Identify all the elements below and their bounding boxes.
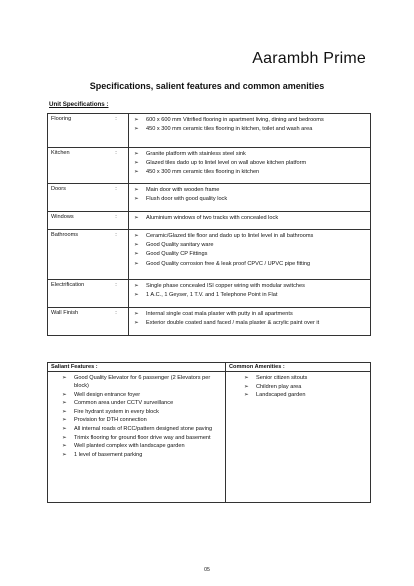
spec-row: [48, 212, 371, 230]
amenity-item: ➢ Landscaped garden: [229, 391, 367, 399]
spec-bullet-item: ➢ Good Quality corrosion free & leak proof CPVC / UPVC pipe fitting: [132, 260, 367, 268]
brand-title: Aarambh Prime: [252, 50, 366, 67]
spec-items: [129, 184, 371, 212]
spec-items: [129, 308, 371, 336]
spec-bullet-item: ➢ 600 x 600 mm Vitrified flooring in apartment living, dining and bedrooms: [132, 116, 367, 124]
amenity-item: ➢ Senior citizen sitouts: [229, 374, 367, 382]
common-amenities-cell: [226, 372, 371, 503]
spec-bullet-item: ➢ Good Quality CP Fittings: [132, 250, 367, 258]
amenity-item: ➢ Children play area: [229, 383, 367, 391]
spec-label: Wall Finish: [48, 308, 105, 336]
spec-row: [48, 308, 371, 336]
spec-row: [48, 280, 371, 308]
spec-bullet-item: ➢ 1 A.C., 1 Geyser, 1 T.V. and 1 Telephone Point in Flat: [132, 291, 367, 299]
page-number: 05: [204, 567, 210, 573]
spec-bullet-item: ➢ Main door with wooden frame: [132, 186, 367, 194]
spec-colon: :: [104, 230, 129, 280]
spec-colon: :: [104, 212, 129, 230]
salient-features-cell: [48, 372, 226, 503]
salient-feature-item: ➢ Fire hydrant system in every block: [51, 408, 222, 416]
spec-colon: :: [104, 184, 129, 212]
spec-bullet-item: ➢ Internal single coat mala plaster with putty in all apartments: [132, 310, 367, 318]
spec-colon: :: [104, 308, 129, 336]
spec-label: Electrification: [48, 280, 105, 308]
spec-bullet-item: ➢ Granite platform with stainless steel sink: [132, 150, 367, 158]
spec-bullet-item: ➢ Glazed tiles dado up to lintel level on wall above kitchen platform: [132, 159, 367, 167]
spec-label: Flooring: [48, 114, 105, 148]
salient-feature-item: ➢ 1 level of basement parking: [51, 451, 222, 459]
page-heading: Specifications, salient features and common amenities: [89, 81, 325, 91]
features-amenities-table: [47, 362, 371, 503]
spec-bullet-item: ➢ Exterior double coated sand faced / mala plaster & acrylic paint over it: [132, 319, 367, 327]
common-amenities-list: [229, 374, 367, 399]
spec-items: [129, 280, 371, 308]
spec-bullet-item: ➢ Aluminium windows of two tracks with concealed lock: [132, 214, 367, 222]
spec-items: [129, 212, 371, 230]
salient-features-header: Saliant Features :: [48, 363, 226, 372]
spec-row: [48, 230, 371, 280]
spec-label: Windows: [48, 212, 105, 230]
common-amenities-header: Common Amenities :: [226, 363, 371, 372]
spec-label: Bathrooms: [48, 230, 105, 280]
salient-feature-item: ➢ Good Quality Elevator for 6 passenger (2 Elevators per block): [51, 374, 222, 390]
unit-specifications-table: [47, 113, 371, 336]
spec-row: [48, 184, 371, 212]
spec-items: [129, 114, 371, 148]
spec-bullet-item: ➢ Good Quality sanitary ware: [132, 241, 367, 249]
spec-bullet-item: ➢ Ceramic/Glazed tile floor and dado up to lintel level in all bathrooms: [132, 232, 367, 240]
spec-items: [129, 230, 371, 280]
spec-bullet-item: ➢ Single phase concealed ISI copper wiring with modular switches: [132, 282, 367, 290]
spec-colon: :: [104, 280, 129, 308]
spec-label: Kitchen: [48, 148, 105, 184]
salient-feature-item: ➢ Trimix flooring for ground floor drive way and basement: [51, 434, 222, 442]
spec-colon: :: [104, 148, 129, 184]
spec-label: Doors: [48, 184, 105, 212]
spec-items: [129, 148, 371, 184]
salient-features-list: [51, 374, 222, 459]
spec-bullet-item: ➢ Flush door with good quality lock: [132, 195, 367, 203]
spec-row: [48, 148, 371, 184]
salient-feature-item: ➢ All internal roads of RCC/pattern designed stone paving: [51, 425, 222, 433]
salient-feature-item: ➢ Well design entrance foyer: [51, 391, 222, 399]
salient-feature-item: ➢ Common area under CCTV surveillance: [51, 399, 222, 407]
spec-bullet-item: ➢ 450 x 300 mm ceramic tiles flooring in kitchen, toilet and wash area: [132, 125, 367, 133]
spec-row: [48, 114, 371, 148]
spec-bullet-item: ➢ 450 x 300 mm ceramic tiles flooring in kitchen: [132, 168, 367, 176]
salient-feature-item: ➢ Provision for DTH connection: [51, 416, 222, 424]
salient-feature-item: ➢ Well planted complex with landscape garden: [51, 442, 222, 450]
unit-specifications-title: Unit Specifications :: [49, 101, 109, 108]
spec-colon: :: [104, 114, 129, 148]
